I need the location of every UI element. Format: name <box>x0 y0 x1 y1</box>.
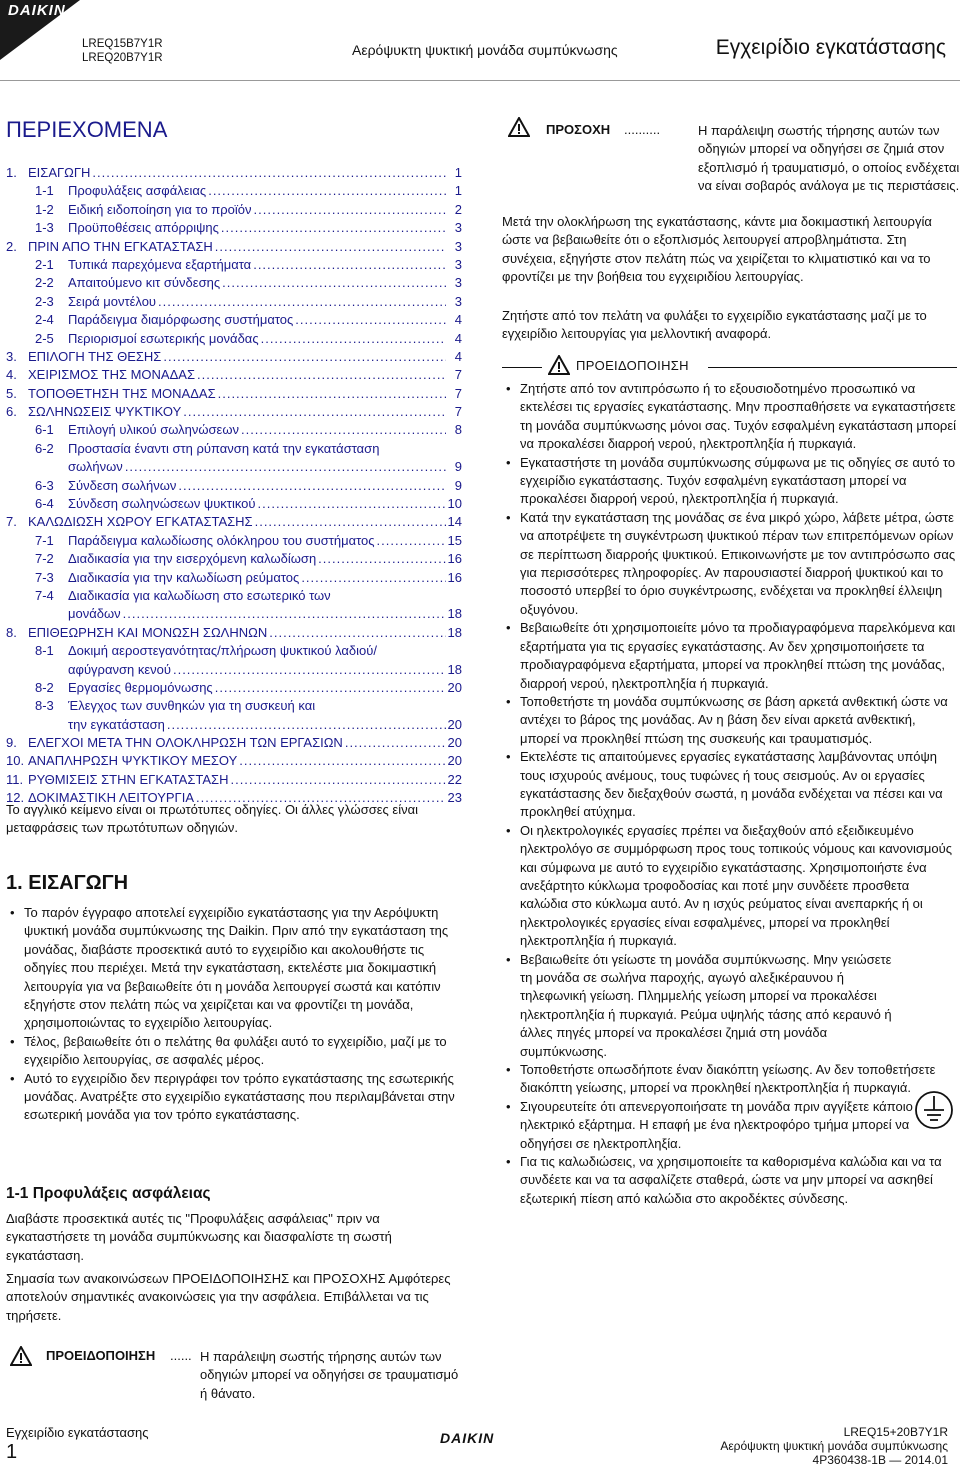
toc-entry[interactable] <box>6 569 462 587</box>
toc-entry-label: ΧΕΙΡΙΣΜΟΣ ΤΗΣ ΜΟΝΑΔΑΣ <box>28 367 195 383</box>
toc-entry-number: 6-3 <box>35 477 54 493</box>
toc-entry-page: 23 <box>447 790 462 806</box>
toc-entry-page: 4 <box>454 330 462 346</box>
toc-entry[interactable] <box>6 587 462 605</box>
toc-leader-dots <box>215 238 446 256</box>
header-description: Αερόψυκτη ψυκτική μονάδα συμπύκνωσης <box>352 42 618 58</box>
toc-entry-page: 3 <box>454 220 462 236</box>
toc-entry-label: σωλήνων <box>68 459 123 475</box>
toc-entry-label: ΕΙΣΑΓΩΓΗ <box>28 164 91 180</box>
safety-intro-text: Διαβάστε προσεκτικά αυτές τις "Προφυλάξεις ασφάλειας" πριν να εγκαταστήσετε τη μονάδα συμπύκνωσης και διασφαλίστε τη σωστή εγκατάσταση. <box>6 1211 392 1263</box>
toc-entry-label: ΔΟΚΙΜΑΣΤΙΚΗ ΛΕΙΤΟΥΡΓΙΑ <box>28 790 194 806</box>
toc-entry-label: Ειδική ειδοποίηση για το προϊόν <box>68 201 252 217</box>
toc-entry-number: 2-1 <box>35 256 54 272</box>
toc-entry-label: ΠΡΙΝ ΑΠΟ ΤΗΝ ΕΓΚΑΤΑΣΤΑΣΗ <box>28 238 213 254</box>
toc-entry-label: ΕΠΙΛΟΓΗ ΤΗΣ ΘΕΣΗΣ <box>28 348 162 364</box>
toc-entry[interactable] <box>6 495 462 513</box>
page-number: 1 <box>6 1441 18 1463</box>
toc-leader-dots <box>255 513 446 531</box>
after-install-text: Μετά την ολοκλήρωση της εγκατάστασης, κάντε μια δοκιμαστική λειτουργία ώστε να βεβαιωθείτε ότι ο εξοπλισμός λειτουργεί απροβλημάτιστα. Στη συνέχεια, εξηγήστε στον πελάτη πώς να χειρίζεται το κλιματιστικό και να το φροντίζει με την βοήθεια του εγχειριδίου λειτουργίας. <box>502 214 932 285</box>
toc-entry[interactable] <box>6 753 462 771</box>
toc-entry[interactable] <box>6 274 462 292</box>
toc-entry-page: 1 <box>454 164 462 180</box>
toc-entry-number: 12. <box>6 790 25 806</box>
toc-entry-number: 10. <box>6 753 25 769</box>
toc-entry-label: Προϋποθέσεις απόρριψης <box>68 220 219 236</box>
toc-entry-label: Σύνδεση σωληνώσεων ψυκτικού <box>68 496 256 512</box>
toc-entry-label: Προφυλάξεις ασφάλειας <box>68 183 207 199</box>
toc-entry[interactable] <box>6 716 462 734</box>
toc-entry-label: Τυπικά παρεχόμενα εξαρτήματα <box>68 256 252 272</box>
toc-entry-page: 2 <box>454 201 462 217</box>
section-title-introduction: 1. ΕΙΣΑΓΩΓΗ <box>6 872 129 894</box>
toc-leader-dots <box>253 256 446 274</box>
toc-entry[interactable] <box>6 642 462 660</box>
toc-leader-dots <box>318 550 445 568</box>
footer-brand-logo: DAIKIN <box>440 1430 495 1446</box>
toc-entry-label: Παράδειγμα καλωδίωσης ολόκληρου του συστήματος <box>68 532 375 548</box>
toc-entry[interactable] <box>6 421 462 439</box>
ground-symbol-icon <box>914 1090 954 1130</box>
toc-leader-dots <box>254 201 446 219</box>
toc-entry-number: 3. <box>6 348 17 364</box>
toc-entry-page: 18 <box>447 661 462 677</box>
toc-entry-label: Διαδικασία για καλωδίωση στο εσωτερικό των <box>68 587 331 603</box>
toc-entry-number: 2-2 <box>35 275 54 291</box>
toc-entry[interactable] <box>6 477 462 495</box>
toc-entry-label: ΕΛΕΓΧΟΙ ΜΕΤΑ ΤΗΝ ΟΛΟΚΛΗΡΩΣΗ ΤΩΝ ΕΡΓΑΣΙΩΝ <box>28 735 343 751</box>
toc-entry-page: 15 <box>447 532 462 548</box>
toc-entry[interactable] <box>6 366 462 384</box>
toc-leader-dots <box>125 458 446 476</box>
list-item: • Τέλος, βεβαιωθείτε ότι ο πελάτης θα φυλάξει αυτό το εγχειρίδιο, μαζί με το εγχειρίδιο λειτουργίας, σε ασφαλές μέρος. <box>6 1033 456 1070</box>
toc-entry-number: 1-3 <box>35 220 54 236</box>
toc-entry[interactable] <box>6 201 462 219</box>
list-item: • Βεβαιωθείτε ότι γείωστε τη μονάδα συμπύκνωσης. Μην γειώσετε τη μονάδα σε σωλήνα παροχής, αγωγό αλεξικέραυνου ή τηλεφωνική γείωση. Πλημμελής γείωση μπορεί να προκαλέσει ηλεκτροπληξία ή πυρκαγιά. Ρεύμα υψηλής τάσης από κεραυνό ή άλλες πηγές μπορεί να προκαλέσει ζημιά στη μονάδα συμπύκνωσης. <box>502 951 957 1061</box>
warning-heading-label: ΠΡΟΕΙΔΟΠΟΙΗΣΗ <box>576 358 689 373</box>
toc-entry-number: 7-1 <box>35 532 54 548</box>
warning-triangle-icon <box>548 355 570 375</box>
caution-dots: .......... <box>624 122 661 137</box>
toc-entry-label: ΡΥΘΜΙΣΕΙΣ ΣΤΗΝ ΕΓΚΑΤΑΣΤΑΣΗ <box>28 771 229 787</box>
toc-entry[interactable] <box>6 532 462 550</box>
toc-entry-label: αφύγρανση κενού <box>68 661 171 677</box>
toc-entry-label: Περιορισμοί εσωτερικής μονάδας <box>68 330 259 346</box>
toc-entry-number: 2-3 <box>35 293 54 309</box>
subsection-title-safety: 1-1 Προφυλάξεις ασφάλειας <box>6 1185 211 1202</box>
toc-entry-label: Σειρά μοντέλου <box>68 293 157 309</box>
toc-entry[interactable] <box>6 458 462 476</box>
toc-entry-page: 18 <box>447 606 462 622</box>
toc-entry-page: 20 <box>447 753 462 769</box>
list-item: • Βεβαιωθείτε ότι χρησιμοποιείτε μόνο τα προδιαγραφόμενα παρελκόμενα και εξαρτήματα για τις εργασίες εγκατάστασης. Αν δεν χρησιμοποιήσετε τα προδιαγραφόμενα εξαρτήματα, μπορεί να προκληθεί πτώση της μονάδας, διαρροή νερού, ηλεκτροπληξία ή πυρκαγιά. <box>502 619 957 693</box>
toc-entry-page: 9 <box>454 477 462 493</box>
toc-entry-label: ΣΩΛΗΝΩΣΕΙΣ ΨΥΚΤΙΚΟΥ <box>28 404 182 420</box>
toc-entry[interactable] <box>6 293 462 311</box>
toc-leader-dots <box>301 569 445 587</box>
list-item: • Αυτό το εγχειρίδιο δεν περιγράφει τον τρόπο εγκατάστασης της εσωτερικής μονάδας. Ανατρέξτε στο εγχειρίδιο εγκατάστασης που περιλαμβάνεται στην εσωτερική μονάδα για τον τρόπο εγκατάστασης. <box>6 1070 456 1125</box>
list-item: • Σιγουρευτείτε ότι απενεργοποιήσατε τη μονάδα πριν αγγίξετε κάποιο ηλεκτρικό εξάρτημα. Η επαφή με ένα ηλεκτροφόρο τμήμα μπορεί να οδηγήσει σε ηλεκτροπληξία. <box>502 1098 957 1153</box>
toc-entry-label: ΤΟΠΟΘΕΤΗΣΗ ΤΗΣ ΜΟΝΑΔΑΣ <box>28 385 216 401</box>
table-of-contents <box>6 164 462 808</box>
toc-leader-dots <box>158 293 446 311</box>
warning-bullets <box>502 380 957 1208</box>
toc-entry-label: Δοκιμή αεροστεγανότητας/πλήρωση ψυκτικού λαδιού/ <box>68 643 377 659</box>
toc-entry-label: Έλεγχος των συνθηκών για τη συσκευή και <box>68 698 316 714</box>
toc-entry-label: Σύνδεση σωλήνων <box>68 477 177 493</box>
toc-leader-dots <box>345 734 446 752</box>
toc-entry-label: μονάδων <box>68 606 121 622</box>
toc-leader-dots <box>178 477 446 495</box>
toc-entry-page: 22 <box>447 771 462 787</box>
toc-entry-label: την εγκατάσταση <box>68 716 165 732</box>
toc-entry[interactable] <box>6 385 462 403</box>
toc-entry-page: 7 <box>454 385 462 401</box>
toc-leader-dots <box>269 624 445 642</box>
toc-entry-number: 2. <box>6 238 17 254</box>
toc-entry-number: 11. <box>6 771 24 787</box>
toc-leader-dots <box>258 495 446 513</box>
warning-dots: ...... <box>170 1348 192 1363</box>
toc-entry-number: 2-5 <box>35 330 54 346</box>
toc-entry-number: 4. <box>6 367 17 383</box>
toc-entry[interactable] <box>6 624 462 642</box>
toc-entry[interactable] <box>6 697 462 715</box>
header-divider <box>0 80 960 81</box>
toc-entry-page: 14 <box>447 514 462 530</box>
toc-entry[interactable] <box>6 513 462 531</box>
toc-entry-page: 10 <box>447 496 462 512</box>
header-title: Εγχειρίδιο εγκατάστασης <box>715 36 946 59</box>
toc-entry-label: Εργασίες θερμομόνωσης <box>68 679 213 695</box>
introduction-bullets <box>6 904 456 1125</box>
toc-entry-number: 6. <box>6 404 17 420</box>
list-item: • Τοποθετήστε τη μονάδα συμπύκνωσης σε βάση αρκετά ανθεκτική ώστε να αντέχει το βάρος της μονάδας. Αν η βάση δεν είναι αρκετά ανθεκτική, μπορεί να προκληθεί πτώση της συσκευής και τραυματισμός. <box>502 693 957 748</box>
toc-entry-page: 4 <box>454 348 462 364</box>
list-item: • Εγκαταστήστε τη μονάδα συμπύκνωσης σύμφωνα με τις οδηγίες σε αυτό το εγχειρίδιο εγκατάστασης. Τυχόν εσφαλμένη εγκατάσταση μπορεί να προκαλέσει διαρροή νερού, ηλεκτροπληξία ή πυρκαγιά. <box>502 454 957 509</box>
toc-entry-number: 8-1 <box>35 643 54 659</box>
toc-entry[interactable] <box>6 403 462 421</box>
toc-heading: ΠΕΡΙΕΧΟΜΕΝΑ <box>6 117 168 142</box>
toc-leader-dots <box>221 219 446 237</box>
toc-entry-page: 16 <box>447 569 462 585</box>
brand-logo: DAIKIN <box>8 2 66 19</box>
toc-leader-dots <box>183 403 446 421</box>
toc-entry-page: 20 <box>447 716 462 732</box>
toc-entry-number: 5. <box>6 385 17 401</box>
toc-entry[interactable] <box>6 771 462 789</box>
toc-entry-label: Επιλογή υλικού σωληνώσεων <box>68 422 239 438</box>
toc-leader-dots <box>261 330 446 348</box>
footer-doc-code: 4P360438-1B — 2014.01 <box>812 1453 948 1467</box>
warning-heading-rule <box>502 352 957 372</box>
toc-entry-number: 8. <box>6 624 17 640</box>
footer-description: Αερόψυκτη ψυκτική μονάδα συμπύκνωσης <box>720 1439 948 1453</box>
toc-leader-dots <box>239 752 445 770</box>
keep-manual-text: Ζητήστε από τον πελάτη να φυλάξει το εγχειρίδιο εγκατάστασης μαζί με το εγχειρίδιο λειτουργίας για μελλοντική αναφορά. <box>502 308 927 342</box>
toc-leader-dots <box>163 348 446 366</box>
list-item: • Για τις καλωδιώσεις, να χρησιμοποιείτε τα καθορισμένα καλώδια και να τα συνδέετε και να τα ασφαλίζετε σταθερά, ώστε να μην μπορεί να ασκηθεί εξωτερική πίεση από καλώδια στο ακροδέκτες σύνδεσης. <box>502 1153 957 1208</box>
toc-entry-number: 6-1 <box>35 422 54 438</box>
list-item: • Κατά την εγκατάσταση της μονάδας σε ένα μικρό χώρο, λάβετε μέτρα, ώστε να αποτρέψετε τη συγκέντρωση ψυκτικού πέραν των επιτρεπόμενων ορίων σε περίπτωση διαρροής ψυκτικού. Επικοινωνήστε με τον αντιπρόσωπο σας για περισσότερες πληροφορίες. Αν παρουσιαστεί διαρροή ψυκτικού και το ποσοστό υπερβεί το όριο συγκέντρωσης, ενδέχεται να προκληθεί έλλειψη οξυγόνου. <box>502 509 957 619</box>
toc-entry[interactable] <box>6 164 462 182</box>
footer-info <box>720 1425 948 1467</box>
toc-entry-label: Απαιτούμενο κιτ σύνδεσης <box>68 275 221 291</box>
toc-entry-page: 3 <box>454 293 462 309</box>
toc-entry[interactable] <box>6 348 462 366</box>
safety-meaning-text: Σημασία των ανακοινώσεων ΠΡΟΕΙΔΟΠΟΙΗΣΗΣ και ΠΡΟΣΟΧΗΣ Αμφότερες αποτελούν σημαντικές ανακοινώσεις για την ασφάλεια. Επιβάλλεται να τις τηρήσετε. <box>6 1271 451 1323</box>
warning-triangle-icon <box>10 1346 32 1366</box>
toc-entry-label: ΑΝΑΠΛΗΡΩΣΗ ΨΥΚΤΙΚΟΥ ΜΕΣΟΥ <box>28 753 238 769</box>
toc-entry-number: 7. <box>6 514 17 530</box>
toc-leader-dots <box>295 311 446 329</box>
intro-note: Το αγγλικό κείμενο είναι οι πρωτότυπες οδηγίες. Οι άλλες γλώσσες είναι μεταφράσεις των πρωτότυπων οδηγιών. <box>6 802 419 836</box>
toc-entry-page: 3 <box>454 238 462 254</box>
toc-entry-number: 7-3 <box>35 569 54 585</box>
warning-text: Η παράλειψη σωστής τήρησης αυτών των οδηγιών μπορεί να οδηγήσει σε τραυματισμό ή θάνατο. <box>200 1349 459 1401</box>
toc-leader-dots <box>208 182 446 200</box>
toc-entry[interactable] <box>6 734 462 752</box>
toc-entry-number: 1. <box>6 164 17 180</box>
footer-doc-title: Εγχειρίδιο εγκατάστασης <box>6 1425 149 1440</box>
toc-entry[interactable] <box>6 440 462 458</box>
toc-leader-dots <box>222 274 446 292</box>
toc-entry-number: 9. <box>6 735 17 751</box>
toc-leader-dots <box>167 716 446 734</box>
toc-entry-page: 18 <box>447 624 462 640</box>
toc-entry-label: Διαδικασία για την εισερχόμενη καλωδίωση <box>68 551 317 567</box>
toc-entry-number: 8-3 <box>35 698 54 714</box>
toc-entry-page: 16 <box>447 551 462 567</box>
toc-entry-label: Παράδειγμα διαμόρφωσης συστήματος <box>68 312 294 328</box>
toc-leader-dots <box>197 366 446 384</box>
caution-label: ΠΡΟΣΟΧΗ <box>546 122 611 137</box>
caution-triangle-icon <box>508 117 530 137</box>
toc-entry[interactable] <box>6 182 462 200</box>
toc-leader-dots <box>215 679 446 697</box>
toc-entry-page: 9 <box>454 459 462 475</box>
toc-entry-number: 7-4 <box>35 587 54 603</box>
toc-entry-label: Προστασία έναντι στη ρύπανση κατά την εγκατάσταση <box>68 440 380 456</box>
toc-entry-page: 20 <box>447 735 462 751</box>
footer-model: LREQ15+20B7Y1R <box>843 1425 948 1439</box>
toc-entry-page: 20 <box>447 679 462 695</box>
toc-entry[interactable] <box>6 605 462 623</box>
toc-entry-number: 7-2 <box>35 551 54 567</box>
toc-leader-dots <box>173 661 446 679</box>
toc-entry-page: 3 <box>454 256 462 272</box>
toc-entry-number: 6-2 <box>35 440 54 456</box>
toc-leader-dots <box>123 605 446 623</box>
list-item: • Τοποθετήστε οπωσδήποτε έναν διακόπτη γείωσης. Αν δεν τοποθετήσετε διακόπτη γείωσης, μπορεί να προκληθεί ηλεκτροπληξία ή πυρκαγιά. <box>502 1061 957 1098</box>
toc-leader-dots <box>377 532 446 550</box>
toc-entry[interactable] <box>6 661 462 679</box>
toc-entry-page: 8 <box>454 422 462 438</box>
toc-entry-number: 6-4 <box>35 496 54 512</box>
list-item: • Ζητήστε από τον αντιπρόσωπο ή το εξουσιοδοτημένο προσωπικό να εκτελέσει τις εργασίες εγκατάστασης. Μην προσπαθήσετε να εγκαταστήσετε τη μονάδα συμπύκνωσης μόνοι σας. Τυχόν εσφαλμένη εγκατάσταση μπορεί να προκαλέσει διαρροή νερού, ηλεκτροπληξία ή πυρκαγιά. <box>502 380 957 454</box>
list-item: • Εκτελέστε τις απαιτούμενες εργασίες εγκατάστασης λαμβάνοντας υπόψη τους ισχυρούς ανέμους, τους τυφώνες ή τους σεισμούς. Αν οι εργασίες εγκατάστασης δεν διεξαχθούν σωστά, η μονάδα ενδέχεται να πέσει και να προκληθεί ατύχημα. <box>502 748 957 822</box>
toc-entry[interactable] <box>6 311 462 329</box>
caution-text: Η παράλειψη σωστής τήρησης αυτών των οδηγιών μπορεί να οδηγήσει σε ζημιά στον εξοπλισμό ή τραυματισμό, ο οποίος ενδέχεται να είναι σοβαρός ανάλογα με τις περιστάσεις. <box>698 123 960 194</box>
toc-entry-page: 7 <box>454 404 462 420</box>
toc-leader-dots <box>92 164 446 182</box>
toc-leader-dots <box>241 421 446 439</box>
toc-entry-number: 1-2 <box>35 201 54 217</box>
toc-entry[interactable] <box>6 256 462 274</box>
toc-entry-page: 7 <box>454 367 462 383</box>
toc-entry-label: ΚΑΛΩΔΙΩΣΗ ΧΩΡΟΥ ΕΓΚΑΤΑΣΤΑΣΗΣ <box>28 514 253 530</box>
toc-entry-page: 3 <box>454 275 462 291</box>
toc-leader-dots <box>230 771 445 789</box>
toc-entry[interactable] <box>6 219 462 237</box>
toc-entry-page: 4 <box>454 312 462 328</box>
toc-entry[interactable] <box>6 330 462 348</box>
toc-entry[interactable] <box>6 550 462 568</box>
list-item: • Οι ηλεκτρολογικές εργασίες πρέπει να διεξαχθούν από εξειδικευμένο ηλεκτρολόγο σε συμμόρφωση προς τους τοπικούς νόμους και κανονισμούς και σύμφωνα με αυτό το εγχειρίδιο εγκατάστασης. Χρησιμοποιήστε ένα ανεξάρτητο κύκλωμα τροφοδοσίας και ποτέ μην συνδέετε προσθετα καλώδια στο κύκλωμα αυτό. Αν η ισχύς ρεύματος είναι ανεπαρκής ή οι ηλεκτρολογικές εργασίες είναι εσφαλμένες, μπορεί να προκληθεί ηλεκτροπληξία ή πυρκαγιά. <box>502 822 957 951</box>
toc-entry-number: 1-1 <box>35 183 54 199</box>
toc-entry-label: Διαδικασία για την καλωδίωση ρεύματος <box>68 569 300 585</box>
list-item: • Το παρόν έγγραφο αποτελεί εγχειρίδιο εγκατάστασης για την Αερόψυκτη ψυκτική μονάδα συμπύκνωσης της Daikin. Πριν από την εγκατάσταση της μονάδας, διαβάστε προσεκτικά αυτό το εγχειρίδιο και ακολουθήστε τις οδηγίες που περιέχει. Μετά την εγκατάσταση, εκτελέστε μια δοκιμαστική λειτουργία για να βεβαιωθείτε ότι η μονάδα λειτουργεί σωστά και κατόπιν εξηγήστε στον πελάτη πώς να χειρίζεται και να φροντίζει τη μονάδα, χρησιμοποιώντας το εγχειρίδιο λειτουργίας. <box>6 904 456 1033</box>
toc-leader-dots <box>218 385 446 403</box>
warning-label: ΠΡΟΕΙΔΟΠΟΙΗΣΗ <box>46 1348 156 1363</box>
header-models: LREQ15B7Y1R LREQ20B7Y1R <box>82 38 163 64</box>
toc-entry-number: 8-2 <box>35 679 54 695</box>
toc-entry-number: 2-4 <box>35 312 54 328</box>
toc-entry-label: ΕΠΙΘΕΩΡΗΣΗ ΚΑΙ ΜΟΝΩΣΗ ΣΩΛΗΝΩΝ <box>28 624 268 640</box>
toc-entry-page: 1 <box>454 183 462 199</box>
toc-entry[interactable] <box>6 238 462 256</box>
toc-entry[interactable] <box>6 679 462 697</box>
